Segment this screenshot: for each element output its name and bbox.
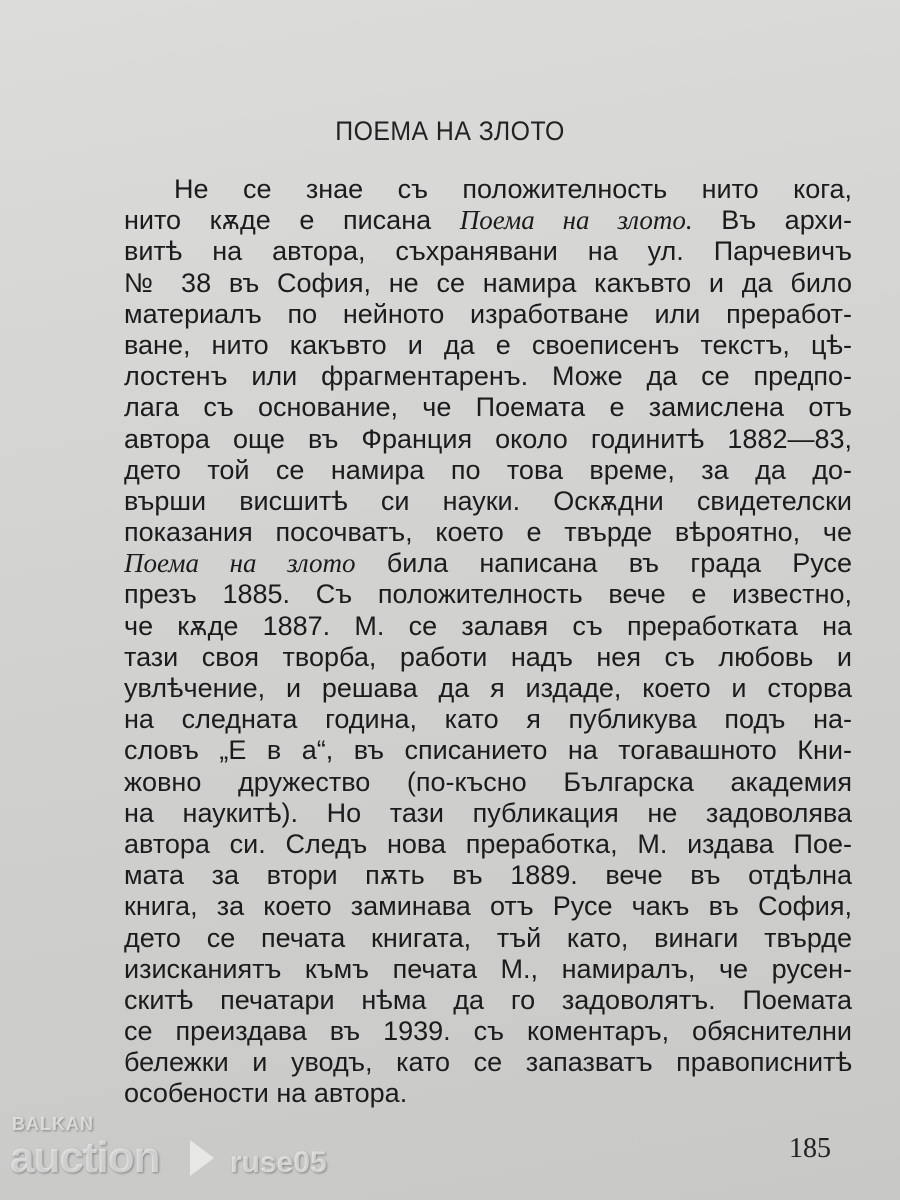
text-line [124, 1078, 852, 1109]
text-line [124, 455, 852, 486]
text-line [124, 486, 852, 517]
text-line [124, 923, 852, 954]
text-line [124, 236, 852, 267]
text-segment: увлѣчение, и решава да я издаде, което и сторва [124, 673, 852, 703]
text-segment: се преиздава въ 1939. съ коментаръ, обяснителни [124, 1016, 852, 1047]
text-line [124, 954, 852, 985]
text-segment: бележки и уводъ, като се запазватъ правописнитѣ [124, 1047, 852, 1078]
watermark-logo: BALKAN [12, 1114, 94, 1134]
text-line [124, 891, 852, 922]
text-line [124, 268, 852, 299]
italic-title-reference: Поема на злото [124, 548, 356, 579]
page-title: ПОЕМА НА ЗЛОТО [335, 116, 565, 146]
text-segment: автора още въ Франция около годинитѣ 1882—83, [124, 423, 852, 454]
text-segment: Въ архи- [692, 205, 852, 236]
text-line [124, 704, 852, 735]
text-line [124, 392, 852, 423]
text-segment: тази своя творба, работи надъ нея съ любовь и [124, 641, 852, 672]
text-segment: лага съ основание, че Поемата е замислена отъ [124, 392, 852, 423]
text-line [124, 611, 852, 642]
text-line [124, 798, 852, 829]
text-line [124, 299, 852, 330]
text-segment: Не се знае съ положителность нито кога, [174, 174, 852, 204]
text-line [124, 735, 852, 766]
text-segment: лостенъ или фрагментаренъ. Може да се предпо- [124, 361, 852, 392]
text-line [124, 860, 852, 891]
text-segment: изисканиятъ къмъ печата М., намиралъ, че русен- [124, 953, 852, 984]
text-line [124, 174, 852, 205]
body-text [124, 174, 852, 1110]
text-segment: скитѣ печатари нѣма да го задоволятъ. Поемата [124, 984, 852, 1015]
text-segment: показания посочватъ, което е твърде вѣроятно, че [124, 517, 852, 548]
text-line [124, 1047, 852, 1078]
text-segment: жовно дружество (по-късно Българска академия [124, 766, 852, 797]
text-segment: дето той се намира по това време, за да до- [124, 454, 852, 485]
text-segment: нито кѫде е писана [124, 205, 460, 236]
text-line [124, 579, 852, 610]
text-segment: автора си. Следъ нова преработка, М. издава Пое- [124, 828, 852, 859]
text-line [124, 330, 852, 361]
text-segment: на наукитѣ). Но тази публикация не задоволява [124, 797, 852, 828]
text-segment: че кѫде 1887. М. се залавя съ преработката на [124, 610, 852, 641]
text-segment: материалъ по нейното изработване или преработ- [124, 298, 852, 329]
page-number: 185 [789, 1133, 831, 1164]
text-line [124, 642, 852, 673]
text-segment: книга, за което заминава отъ Русе чакъ въ София, [124, 891, 852, 922]
text-line [124, 361, 852, 392]
text-segment: витѣ на автора, съхранявани на ул. Парчевичъ [124, 236, 852, 267]
text-segment: № 38 въ София, не се намира какъвто и да било [124, 267, 852, 298]
text-line [124, 767, 852, 798]
text-segment: особености на автора. [124, 1078, 408, 1109]
watermark-play-icon [190, 1140, 214, 1176]
text-line [124, 829, 852, 860]
watermark-logo: auction [10, 1133, 160, 1182]
text-segment: ване, нито какъвто и да е своеписенъ текстъ, цѣ- [124, 329, 852, 360]
text-line [124, 205, 852, 236]
text-line [124, 673, 852, 704]
text-line [124, 548, 852, 579]
text-line [124, 985, 852, 1016]
italic-title-reference: Поема на злото. [459, 205, 693, 236]
text-line [124, 424, 852, 455]
text-segment: мата за втори пѫть въ 1889. вече въ отдѣлна [124, 860, 852, 891]
text-line [124, 517, 852, 548]
text-segment: била написана въ града Русе [355, 548, 852, 579]
text-segment: словъ „Е в а“, въ списанието на тогавашното Кни- [124, 735, 852, 766]
text-segment: дето се печата книгата, тъй като, винаги твърде [124, 922, 852, 953]
text-segment: презъ 1885. Съ положителность вече е известно, [124, 579, 852, 610]
watermark-seller: ruse05 [230, 1146, 327, 1179]
text-segment: на следната година, като я публикува подъ на- [124, 704, 852, 735]
text-segment: върши висшитѣ си науки. Оскѫдни свидетелски [124, 485, 852, 516]
text-line [124, 1016, 852, 1047]
